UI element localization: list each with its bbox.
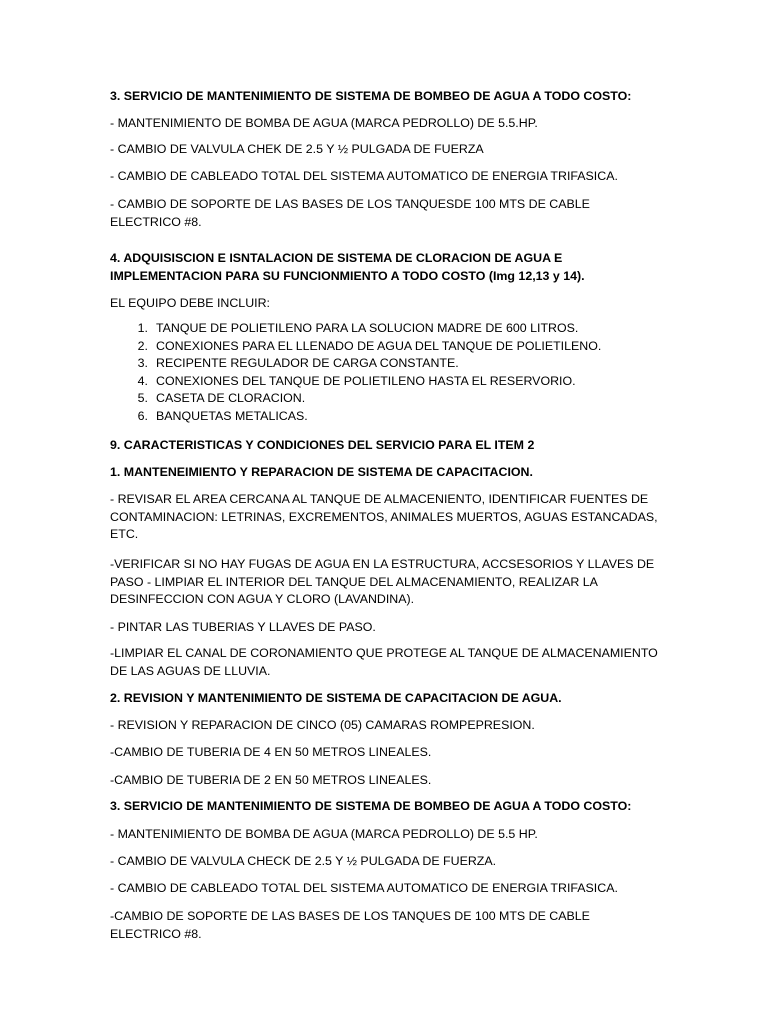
- section-heading: 3. SERVICIO DE MANTENIMIENTO DE SISTEMA DE BOMBEO DE AGUA A TODO COSTO:: [110, 799, 632, 813]
- paragraph: -CAMBIO DE TUBERIA DE 2 EN 50 METROS LINEALES.: [110, 773, 432, 787]
- section-heading: 3. SERVICIO DE MANTENIMIENTO DE SISTEMA DE BOMBEO DE AGUA A TODO COSTO:: [110, 89, 632, 103]
- paragraph: - MANTENIMIENTO DE BOMBA DE AGUA (MARCA PEDROLLO) DE 5.5 HP.: [110, 827, 538, 841]
- subsection-heading: 1. MANTENEIMIENTO Y REPARACION DE SISTEMA DE CAPACITACION.: [110, 465, 533, 479]
- paragraph: - CAMBIO DE CABLEADO TOTAL DEL SISTEMA AUTOMATICO DE ENERGIA TRIFASICA.: [110, 881, 618, 895]
- paragraph: - CAMBIO DE VALVULA CHEK DE 2.5 Y ½ PULGADA DE FUERZA: [110, 142, 484, 156]
- list-item: 2. CONEXIONES PARA EL LLENADO DE AGUA DEL TANQUE DE POLIETILENO.: [137, 338, 602, 353]
- paragraph: - REVISION Y REPARACION DE CINCO (05) CAMARAS ROMPEPRESION.: [110, 718, 535, 732]
- equipment-list: [110, 320, 658, 425]
- paragraph: - MANTENIMIENTO DE BOMBA DE AGUA (MARCA PEDROLLO) DE 5.5.HP.: [110, 116, 538, 130]
- paragraph: EL EQUIPO DEBE INCLUIR:: [110, 296, 270, 310]
- paragraph: - CAMBIO DE SOPORTE DE LAS BASES DE LOS TANQUESDE 100 MTS DE CABLE ELECTRICO #8.: [110, 197, 590, 229]
- paragraph: - REVISAR EL AREA CERCANA AL TANQUE DE ALMACENIENTO, IDENTIFICAR FUENTES DE CONTAMINACION: LETRINAS, EXCREMENTOS, ANIMALES MUERTOS, AGUAS ESTANCADAS, ETC.: [110, 492, 658, 541]
- section-heading: 2. REVISION Y MANTENIMIENTO DE SISTEMA DE CAPACITACION DE AGUA.: [110, 691, 562, 705]
- section-heading: 4. ADQUISISCION E ISNTALACION DE SISTEMA DE CLORACION DE AGUA E IMPLEMENTACION PARA SU FUNCIONMIENTO A TODO COSTO (Img 12,13 y 14).: [110, 251, 585, 283]
- paragraph: - CAMBIO DE VALVULA CHECK DE 2.5 Y ½ PULGADA DE FUERZA.: [110, 854, 497, 868]
- paragraph: -LIMPIAR EL CANAL DE CORONAMIENTO QUE PROTEGE AL TANQUE DE ALMACENAMIENTO DE LAS AGUAS DE LLUVIA.: [110, 646, 658, 678]
- list-item: 5. CASETA DE CLORACION.: [137, 391, 306, 405]
- paragraph: -VERIFICAR SI NO HAY FUGAS DE AGUA EN LA ESTRUCTURA, ACCSESORIOS Y LLAVES DE PASO - LIMPIAR EL INTERIOR DEL TANQUE DEL ALMACENAMIENTO, REALIZAR LA DESINFECCION CON AGUA Y CLORO (LAVANDINA).: [110, 557, 655, 606]
- paragraph: - CAMBIO DE CABLEADO TOTAL DEL SISTEMA AUTOMATICO DE ENERGIA TRIFASICA.: [110, 169, 618, 183]
- list-item: 1. TANQUE DE POLIETILENO PARA LA SOLUCION MADRE DE 600 LITROS.: [137, 321, 579, 335]
- list-item: 4. CONEXIONES DEL TANQUE DE POLIETILENO HASTA EL RESERVORIO.: [137, 373, 576, 388]
- list-item: 6. BANQUETAS METALICAS.: [137, 408, 308, 423]
- paragraph: -CAMBIO DE TUBERIA DE 4 EN 50 METROS LINEALES.: [110, 745, 432, 759]
- section-heading: 9. CARACTERISTICAS Y CONDICIONES DEL SERVICIO PARA EL ITEM 2: [110, 438, 535, 452]
- list-item: 3. RECIPENTE REGULADOR DE CARGA CONSTANTE.: [137, 356, 459, 370]
- paragraph: -CAMBIO DE SOPORTE DE LAS BASES DE LOS TANQUES DE 100 MTS DE CABLE ELECTRICO #8.: [110, 909, 590, 941]
- paragraph: - PINTAR LAS TUBERIAS Y LLAVES DE PASO.: [110, 620, 376, 634]
